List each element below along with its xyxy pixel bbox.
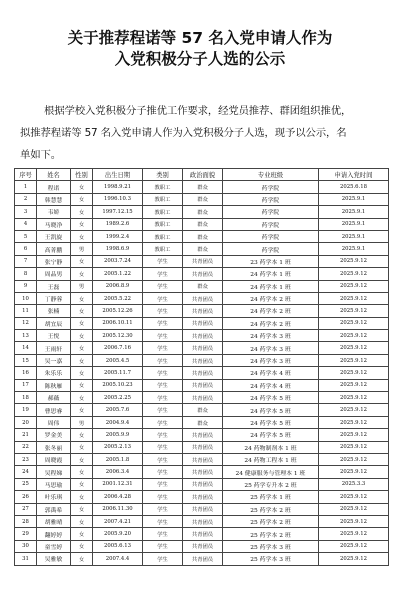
cell-major-class: 24 药学本 5 班: [223, 416, 319, 428]
cell-birth-date: 1998.9.21: [93, 181, 143, 193]
table-row: [15, 280, 389, 292]
cell-category: 教职工: [143, 230, 183, 242]
cell-gender: 男: [71, 243, 93, 255]
cell-category: 学生: [143, 268, 183, 280]
table-row: [15, 255, 389, 267]
cell-birth-date: 2005.1.8: [93, 453, 143, 465]
cell-birth-date: 2006.8.9: [93, 280, 143, 292]
cell-name: 周晓霞: [37, 453, 71, 465]
cell-application-date: 2025.9.1: [319, 206, 389, 218]
cell-category: 学生: [143, 317, 183, 329]
header-major-class: 专业班级: [223, 169, 319, 181]
cell-gender: 男: [71, 416, 93, 428]
cell-seq: 27: [15, 503, 37, 515]
cell-birth-date: 2006.7.16: [93, 342, 143, 354]
cell-name: 周伟: [37, 416, 71, 428]
cell-application-date: 2025.9.12: [319, 379, 389, 391]
cell-gender: 女: [71, 181, 93, 193]
cell-political-status: 群众: [183, 206, 223, 218]
cell-birth-date: 2005.2.13: [93, 441, 143, 453]
cell-seq: 24: [15, 466, 37, 478]
cell-seq: 13: [15, 330, 37, 342]
table-row: [15, 342, 389, 354]
cell-gender: 女: [71, 268, 93, 280]
cell-application-date: 2025.9.12: [319, 404, 389, 416]
cell-birth-date: 2006.10.11: [93, 317, 143, 329]
cell-category: 学生: [143, 478, 183, 490]
cell-political-status: 共青团员: [183, 354, 223, 366]
cell-gender: 女: [71, 218, 93, 230]
cell-major-class: 25 药学本 2 班: [223, 528, 319, 540]
cell-category: 学生: [143, 416, 183, 428]
cell-political-status: 共青团员: [183, 292, 223, 304]
cell-name: 吴雅敏: [37, 553, 71, 565]
cell-name: 叶乐琪: [37, 491, 71, 503]
cell-application-date: 2025.9.12: [319, 441, 389, 453]
cell-birth-date: 1999.2.4: [93, 230, 143, 242]
cell-birth-date: 2004.9.4: [93, 416, 143, 428]
cell-gender: 女: [71, 342, 93, 354]
cell-birth-date: 2005.12.30: [93, 330, 143, 342]
intro-paragraph: [20, 100, 384, 166]
table-row: [15, 305, 389, 317]
cell-major-class: 24 药学本 2 班: [223, 305, 319, 317]
cell-application-date: 2025.9.1: [319, 193, 389, 205]
cell-political-status: 共青团员: [183, 478, 223, 490]
cell-name: 张楠: [37, 305, 71, 317]
cell-name: 童雪婷: [37, 540, 71, 552]
cell-major-class: 药学院: [223, 230, 319, 242]
cell-application-date: 2025.9.12: [319, 342, 389, 354]
cell-gender: 女: [71, 478, 93, 490]
cell-gender: 女: [71, 379, 93, 391]
cell-birth-date: 1996.10.3: [93, 193, 143, 205]
cell-application-date: 2025.9.12: [319, 466, 389, 478]
cell-application-date: 2025.3.3: [319, 478, 389, 490]
cell-seq: 15: [15, 354, 37, 366]
cell-birth-date: 2003.7.24: [93, 255, 143, 267]
cell-name: 吴一嘉: [37, 354, 71, 366]
cell-birth-date: 1997.12.15: [93, 206, 143, 218]
cell-gender: 女: [71, 453, 93, 465]
cell-name: 翻婷婷: [37, 528, 71, 540]
header-category: 类别: [143, 169, 183, 181]
cell-political-status: 共青团员: [183, 330, 223, 342]
cell-application-date: 2025.9.12: [319, 305, 389, 317]
cell-application-date: 2025.9.12: [319, 330, 389, 342]
cell-category: 学生: [143, 305, 183, 317]
cell-seq: 31: [15, 553, 37, 565]
cell-birth-date: 2005.4.5: [93, 354, 143, 366]
table-row: [15, 491, 389, 503]
cell-application-date: 2025.9.12: [319, 553, 389, 565]
cell-application-date: 2025.9.12: [319, 540, 389, 552]
intro-line-2: 拟推荐程诺等 57 名入党申请人作为入党积极分子人选，现予以公示，名: [20, 127, 347, 139]
cell-political-status: 共青团员: [183, 305, 223, 317]
cell-category: 学生: [143, 441, 183, 453]
cell-name: 罗金美: [37, 429, 71, 441]
cell-name: 吴程娣: [37, 466, 71, 478]
table-row: [15, 416, 389, 428]
cell-seq: 18: [15, 392, 37, 404]
cell-name: 韦娇: [37, 206, 71, 218]
cell-political-status: 共青团员: [183, 255, 223, 267]
cell-major-class: 24 药物工程本 1 班: [223, 453, 319, 465]
table-row: [15, 503, 389, 515]
cell-application-date: 2025.9.12: [319, 255, 389, 267]
cell-major-class: 23 药学本 1 班: [223, 255, 319, 267]
cell-category: 学生: [143, 392, 183, 404]
cell-major-class: 24 药学本 5 班: [223, 392, 319, 404]
cell-birth-date: 2007.4.21: [93, 515, 143, 527]
cell-category: 学生: [143, 466, 183, 478]
cell-major-class: 25 药学本 2 班: [223, 503, 319, 515]
cell-application-date: 2025.9.12: [319, 367, 389, 379]
cell-seq: 8: [15, 268, 37, 280]
cell-major-class: 药学院: [223, 206, 319, 218]
cell-category: 学生: [143, 342, 183, 354]
cell-political-status: 群众: [183, 243, 223, 255]
cell-gender: 女: [71, 404, 93, 416]
intro-line-1-text: 根据学校入党积极分子推优工作要求，经党员推荐、群团组织推优，: [44, 105, 352, 117]
table-row: [15, 515, 389, 527]
table-row: [15, 453, 389, 465]
cell-name: 郭禹希: [37, 503, 71, 515]
cell-seq: 22: [15, 441, 37, 453]
cell-name: 王凯旋: [37, 230, 71, 242]
cell-name: 韩慧慧: [37, 193, 71, 205]
table-row: [15, 230, 389, 242]
cell-birth-date: 2005.12.26: [93, 305, 143, 317]
cell-birth-date: 1989.2.6: [93, 218, 143, 230]
cell-gender: 女: [71, 503, 93, 515]
cell-birth-date: 1998.6.9: [93, 243, 143, 255]
cell-major-class: 药学院: [223, 218, 319, 230]
cell-major-class: 24 药物制剂本 1 班: [223, 441, 319, 453]
cell-category: 学生: [143, 404, 183, 416]
cell-category: 学生: [143, 330, 183, 342]
cell-birth-date: 2005.5.22: [93, 292, 143, 304]
cell-name: 高菁鹏: [37, 243, 71, 255]
cell-political-status: 共青团员: [183, 453, 223, 465]
cell-major-class: 25 药学本 3 班: [223, 553, 319, 565]
candidate-table: [14, 168, 389, 566]
table-row: [15, 181, 389, 193]
cell-seq: 9: [15, 280, 37, 292]
cell-major-class: 24 健康服务与管理本 1 班: [223, 466, 319, 478]
cell-birth-date: 2006.4.28: [93, 491, 143, 503]
title-line-1: 关于推荐程诺等 57 名入党申请人作为: [67, 29, 333, 47]
cell-gender: 女: [71, 553, 93, 565]
table-row: [15, 206, 389, 218]
cell-political-status: 共青团员: [183, 528, 223, 540]
cell-application-date: 2025.9.12: [319, 429, 389, 441]
table-row: [15, 466, 389, 478]
cell-seq: 6: [15, 243, 37, 255]
cell-name: 朱乐乐: [37, 367, 71, 379]
cell-gender: 女: [71, 193, 93, 205]
cell-gender: 男: [71, 280, 93, 292]
cell-political-status: 共青团员: [183, 515, 223, 527]
cell-gender: 女: [71, 429, 93, 441]
cell-gender: 女: [71, 491, 93, 503]
cell-seq: 19: [15, 404, 37, 416]
cell-gender: 女: [71, 367, 93, 379]
cell-name: 王悦: [37, 330, 71, 342]
cell-political-status: 共青团员: [183, 491, 223, 503]
header-birth-date: 出生日期: [93, 169, 143, 181]
cell-category: 学生: [143, 553, 183, 565]
cell-application-date: 2025.9.12: [319, 392, 389, 404]
cell-category: 学生: [143, 280, 183, 292]
cell-gender: 女: [71, 305, 93, 317]
cell-political-status: 群众: [183, 181, 223, 193]
cell-seq: 25: [15, 478, 37, 490]
table-row: [15, 292, 389, 304]
cell-category: 教职工: [143, 193, 183, 205]
cell-seq: 29: [15, 528, 37, 540]
cell-name: 胡宜辰: [37, 317, 71, 329]
table-row: [15, 528, 389, 540]
cell-name: 陈秋雁: [37, 379, 71, 391]
cell-category: 学生: [143, 528, 183, 540]
cell-political-status: 共青团员: [183, 553, 223, 565]
cell-birth-date: 2007.4.4: [93, 553, 143, 565]
header-seq: 序号: [15, 169, 37, 181]
cell-birth-date: 2005.1.22: [93, 268, 143, 280]
intro-line-3: 单如下。: [20, 149, 61, 161]
cell-major-class: 药学院: [223, 181, 319, 193]
cell-political-status: 共青团员: [183, 342, 223, 354]
cell-name: 曹思睿: [37, 404, 71, 416]
header-application-date: 申请入党时间: [319, 169, 389, 181]
cell-political-status: 群众: [183, 416, 223, 428]
cell-gender: 女: [71, 528, 93, 540]
cell-major-class: 25 药学本 1 班: [223, 491, 319, 503]
table-row: [15, 379, 389, 391]
cell-political-status: 共青团员: [183, 317, 223, 329]
cell-gender: 女: [71, 441, 93, 453]
cell-category: 教职工: [143, 206, 183, 218]
cell-gender: 女: [71, 230, 93, 242]
cell-major-class: 24 药学本 3 班: [223, 330, 319, 342]
cell-category: 教职工: [143, 243, 183, 255]
cell-political-status: 群众: [183, 218, 223, 230]
cell-political-status: 共青团员: [183, 429, 223, 441]
cell-name: 马思瑜: [37, 478, 71, 490]
table-row: [15, 392, 389, 404]
cell-seq: 28: [15, 515, 37, 527]
cell-birth-date: 2005.2.25: [93, 392, 143, 404]
cell-seq: 21: [15, 429, 37, 441]
cell-birth-date: 2005.7.6: [93, 404, 143, 416]
table-row: [15, 218, 389, 230]
cell-application-date: 2025.9.1: [319, 218, 389, 230]
cell-seq: 17: [15, 379, 37, 391]
cell-name: 王磊: [37, 280, 71, 292]
cell-birth-date: 2005.10.23: [93, 379, 143, 391]
cell-gender: 女: [71, 354, 93, 366]
cell-application-date: 2025.9.12: [319, 528, 389, 540]
cell-name: 程诺: [37, 181, 71, 193]
cell-seq: 30: [15, 540, 37, 552]
cell-category: 学生: [143, 379, 183, 391]
cell-political-status: 共青团员: [183, 392, 223, 404]
cell-seq: 14: [15, 342, 37, 354]
cell-category: 学生: [143, 292, 183, 304]
header-gender: 性别: [71, 169, 93, 181]
cell-application-date: 2025.9.12: [319, 491, 389, 503]
cell-application-date: 2025.9.12: [319, 416, 389, 428]
table-row: [15, 478, 389, 490]
table-row: [15, 243, 389, 255]
header-political-status: 政治面貌: [183, 169, 223, 181]
cell-political-status: 共青团员: [183, 503, 223, 515]
cell-application-date: 2025.6.18: [319, 181, 389, 193]
cell-birth-date: 2005.11.7: [93, 367, 143, 379]
cell-birth-date: 2006.3.4: [93, 466, 143, 478]
cell-seq: 10: [15, 292, 37, 304]
cell-application-date: 2025.9.12: [319, 268, 389, 280]
cell-category: 学生: [143, 491, 183, 503]
cell-category: 教职工: [143, 218, 183, 230]
cell-major-class: 24 药学本 3 班: [223, 354, 319, 366]
cell-political-status: 群众: [183, 230, 223, 242]
cell-major-class: 25 药学专升本 2 班: [223, 478, 319, 490]
cell-seq: 1: [15, 181, 37, 193]
cell-seq: 26: [15, 491, 37, 503]
cell-major-class: 24 药学本 2 班: [223, 292, 319, 304]
cell-category: 学生: [143, 429, 183, 441]
cell-political-status: 群众: [183, 193, 223, 205]
cell-political-status: 共青团员: [183, 268, 223, 280]
cell-category: 学生: [143, 354, 183, 366]
cell-application-date: 2025.9.12: [319, 292, 389, 304]
table-row: [15, 354, 389, 366]
cell-major-class: 药学院: [223, 243, 319, 255]
cell-birth-date: 2001.12.31: [93, 478, 143, 490]
cell-major-class: 24 药学本 5 班: [223, 429, 319, 441]
cell-application-date: 2025.9.12: [319, 515, 389, 527]
cell-name: 郝薇: [37, 392, 71, 404]
cell-gender: 女: [71, 206, 93, 218]
cell-gender: 女: [71, 330, 93, 342]
cell-major-class: 24 药学本 1 班: [223, 268, 319, 280]
cell-application-date: 2025.9.12: [319, 453, 389, 465]
cell-seq: 23: [15, 453, 37, 465]
cell-major-class: 24 药学本 5 班: [223, 404, 319, 416]
table-row: [15, 441, 389, 453]
cell-application-date: 2025.9.12: [319, 280, 389, 292]
cell-major-class: 25 药学本 3 班: [223, 540, 319, 552]
cell-application-date: 2025.9.1: [319, 243, 389, 255]
cell-gender: 女: [71, 292, 93, 304]
cell-seq: 11: [15, 305, 37, 317]
table-row: [15, 429, 389, 441]
cell-gender: 女: [71, 466, 93, 478]
cell-name: 丁静蓉: [37, 292, 71, 304]
cell-name: 张冬丽: [37, 441, 71, 453]
cell-category: 学生: [143, 503, 183, 515]
table-row: [15, 193, 389, 205]
table-body: [15, 181, 389, 565]
cell-category: 学生: [143, 453, 183, 465]
cell-seq: 4: [15, 218, 37, 230]
cell-gender: 女: [71, 540, 93, 552]
cell-name: 王雨轩: [37, 342, 71, 354]
cell-birth-date: 2005.6.13: [93, 540, 143, 552]
table-row: [15, 367, 389, 379]
cell-application-date: 2025.9.12: [319, 317, 389, 329]
cell-application-date: 2025.9.12: [319, 503, 389, 515]
cell-gender: 女: [71, 392, 93, 404]
cell-name: 胡雅晴: [37, 515, 71, 527]
cell-seq: 5: [15, 230, 37, 242]
table-header-row: [15, 169, 389, 181]
cell-major-class: 24 药学本 4 班: [223, 379, 319, 391]
cell-seq: 20: [15, 416, 37, 428]
cell-major-class: 25 药学本 2 班: [223, 515, 319, 527]
title-line-2: 入党积极分子人选的公示: [114, 50, 286, 68]
document-title: [0, 0, 400, 70]
cell-seq: 7: [15, 255, 37, 267]
cell-birth-date: 2005.9.20: [93, 528, 143, 540]
table-row: [15, 540, 389, 552]
intro-line-1: [20, 100, 384, 122]
cell-name: 张宁静: [37, 255, 71, 267]
cell-name: 马晓净: [37, 218, 71, 230]
cell-political-status: 共青团员: [183, 379, 223, 391]
cell-political-status: 群众: [183, 280, 223, 292]
table-row: [15, 404, 389, 416]
cell-category: 学生: [143, 367, 183, 379]
cell-category: 学生: [143, 540, 183, 552]
cell-seq: 16: [15, 367, 37, 379]
table-row: [15, 268, 389, 280]
table-row: [15, 317, 389, 329]
cell-seq: 12: [15, 317, 37, 329]
cell-political-status: 共青团员: [183, 540, 223, 552]
cell-seq: 2: [15, 193, 37, 205]
cell-seq: 3: [15, 206, 37, 218]
cell-major-class: 24 药学本 4 班: [223, 367, 319, 379]
cell-category: 学生: [143, 515, 183, 527]
cell-name: 周品男: [37, 268, 71, 280]
cell-major-class: 药学院: [223, 193, 319, 205]
table-row: [15, 330, 389, 342]
cell-birth-date: 2006.11.30: [93, 503, 143, 515]
cell-gender: 女: [71, 515, 93, 527]
cell-category: 教职工: [143, 181, 183, 193]
cell-gender: 女: [71, 255, 93, 267]
cell-major-class: 24 药学本 3 班: [223, 342, 319, 354]
cell-birth-date: 2005.9.9: [93, 429, 143, 441]
cell-political-status: 共青团员: [183, 466, 223, 478]
cell-application-date: 2025.9.12: [319, 354, 389, 366]
cell-political-status: 群众: [183, 404, 223, 416]
cell-major-class: 24 药学本 1 班: [223, 280, 319, 292]
cell-political-status: 共青团员: [183, 367, 223, 379]
header-name: 姓名: [37, 169, 71, 181]
table-row: [15, 553, 389, 565]
cell-gender: 女: [71, 317, 93, 329]
cell-major-class: 24 药学本 2 班: [223, 317, 319, 329]
cell-application-date: 2025.9.1: [319, 230, 389, 242]
cell-category: 学生: [143, 255, 183, 267]
cell-political-status: 共青团员: [183, 441, 223, 453]
